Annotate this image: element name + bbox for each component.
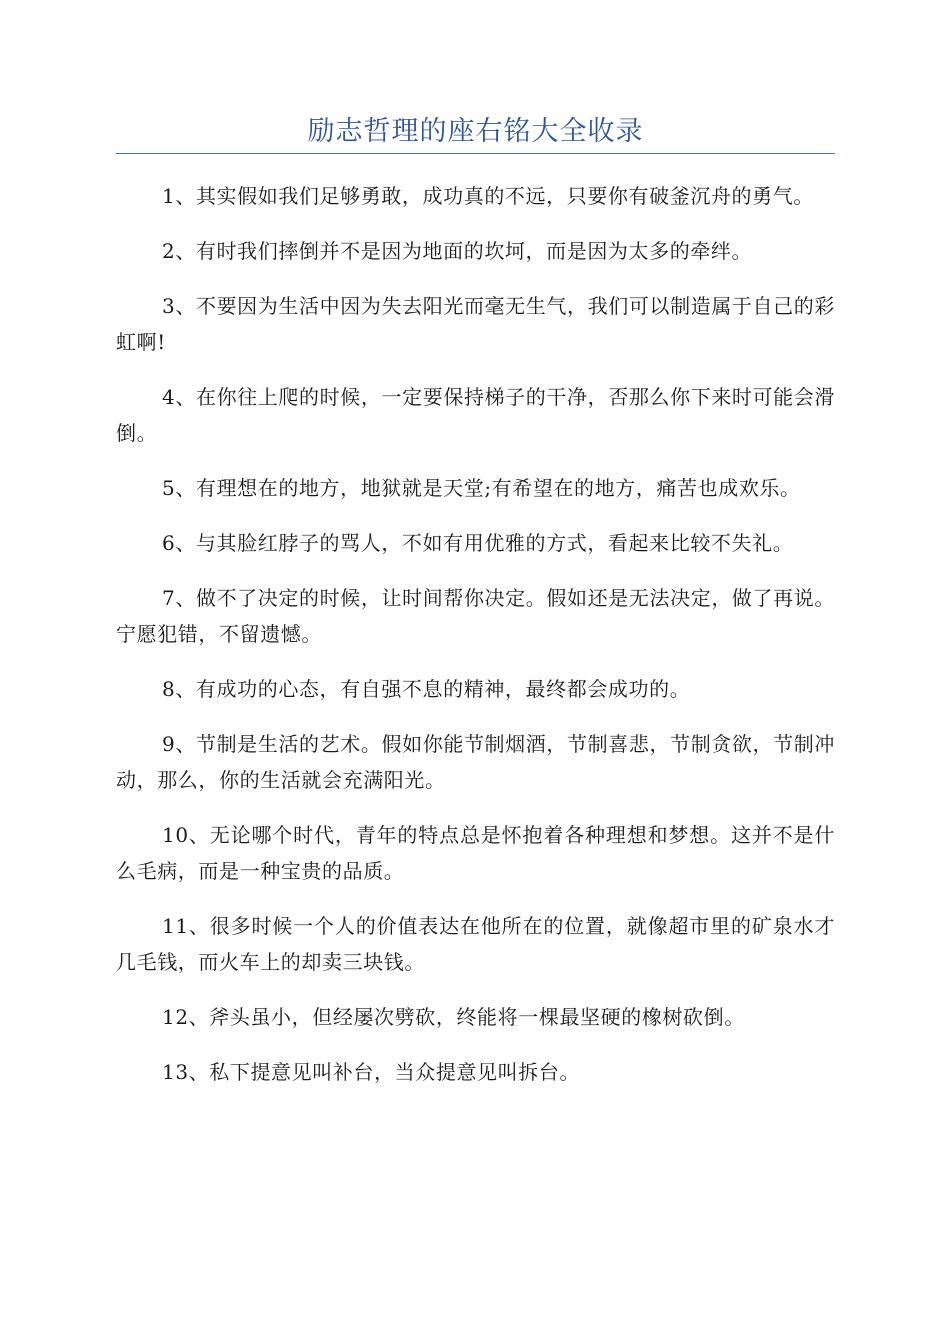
paragraph-3: 3、不要因为生活中因为失去阳光而毫无生气，我们可以制造属于自己的彩虹啊!	[116, 294, 835, 354]
paragraph-1: 1、其实假如我们足够勇敢，成功真的不远，只要你有破釜沉舟的勇气。	[162, 184, 814, 208]
paragraph-11: 11、很多时候一个人的价值表达在他所在的位置，就像超市里的矿泉水才几毛钱，而火车上的却卖三块钱。	[116, 914, 835, 974]
paragraph-10: 10、无论哪个时代，青年的特点总是怀抱着各种理想和梦想。这并不是什么毛病，而是一种宝贵的品质。	[116, 823, 835, 883]
paragraph-4: 4、在你往上爬的时候，一定要保持梯子的干净，否那么你下来时可能会滑倒。	[116, 385, 835, 445]
paragraph-12: 12、斧头虽小，但经屡次劈砍，终能将一棵最坚硬的橡树砍倒。	[162, 1005, 745, 1029]
paragraph-5: 5、有理想在的地方，地狱就是天堂;有希望在的地方，痛苦也成欢乐。	[162, 476, 801, 500]
paragraph-6: 6、与其脸红脖子的骂人，不如有用优雅的方式，看起来比较不失礼。	[162, 531, 794, 555]
paragraph-7: 7、做不了决定的时候，让时间帮你决定。假如还是无法决定，做了再说。宁愿犯错，不留遗憾。	[116, 586, 835, 646]
paragraph-2: 2、有时我们摔倒并不是因为地面的坎坷，而是因为太多的牵绊。	[162, 239, 753, 263]
document-body	[116, 178, 835, 1109]
paragraph-13: 13、私下提意见叫补台，当众提意见叫拆台。	[162, 1060, 581, 1084]
paragraph-8: 8、有成功的心态，有自强不息的精神，最终都会成功的。	[162, 677, 691, 701]
title-underline	[116, 153, 835, 154]
document-title: 励志哲理的座右铭大全收录	[307, 116, 644, 147]
paragraph-9: 9、节制是生活的艺术。假如你能节制烟酒，节制喜悲，节制贪欲，节制冲动，那么，你的生活就会充满阳光。	[116, 732, 835, 792]
